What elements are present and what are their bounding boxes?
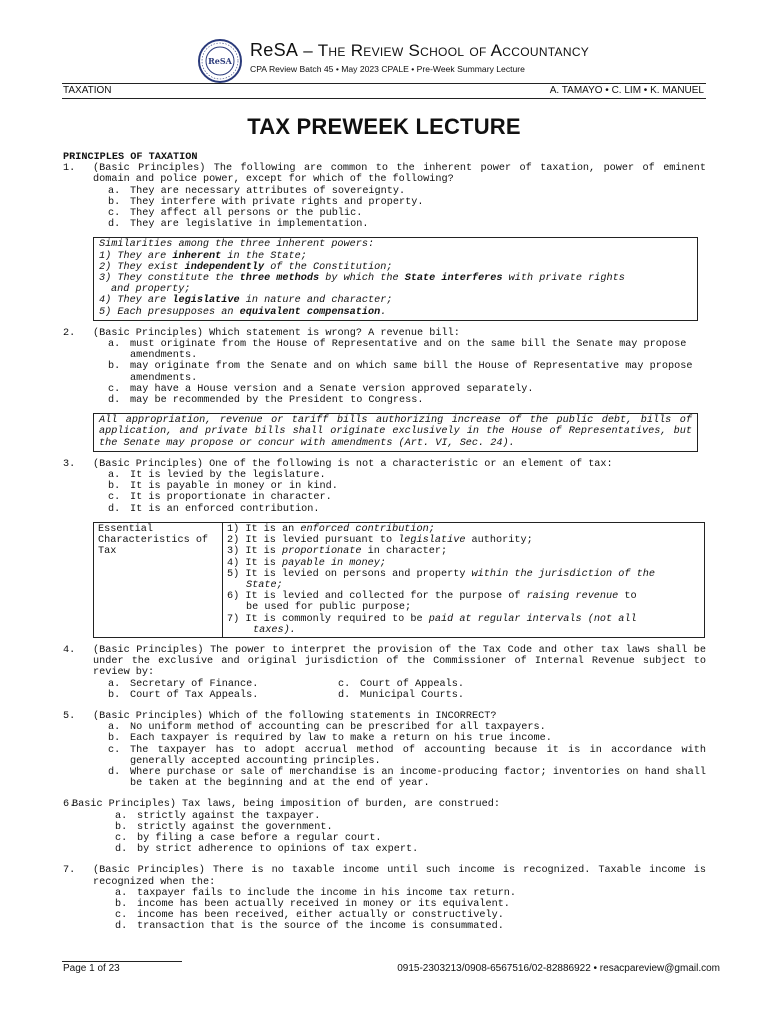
option-b: b. income has been actually received in money or its equivalent.	[115, 898, 510, 910]
option-d	[63, 219, 706, 230]
option-text: may be recommended by the President to Congress.	[130, 395, 424, 407]
table-row: 6) It is levied and collected for the purpose of raising revenue to	[227, 591, 637, 603]
table-row: State;	[246, 579, 283, 591]
option-letter: a.	[108, 185, 121, 197]
option-c	[63, 208, 706, 219]
note-box-revenue-bills	[93, 413, 698, 452]
option-text: They are necessary attributes of sovereignty.	[130, 185, 406, 197]
option-letter: b.	[108, 196, 121, 208]
table-row: taxes).	[253, 624, 296, 636]
authors-label: A. TAMAYO • C. LIM • K. MANUEL	[549, 85, 704, 96]
header-rule-top	[62, 83, 706, 84]
option-letter: c.	[108, 208, 121, 220]
option-a: a. No uniform method of accounting can be prescribed for all taxpayers.	[108, 722, 546, 734]
question-text: (Basic Principles) The power to interpret the provision of the Tax Code and other tax laws shall be under the exclusive and original jurisdiction of the Commissioner of Internal Revenue subject to review by:	[93, 644, 706, 679]
option-text: It is proportionate in character.	[130, 492, 332, 504]
page-number: Page 1 of 23	[63, 963, 120, 974]
option-text: They interfere with private rights and property.	[130, 196, 424, 208]
table-row: 2) It is levied pursuant to legislative authority;	[227, 535, 533, 547]
question-6	[63, 799, 706, 810]
question-7	[63, 865, 706, 887]
option-b: b. strictly against the government.	[115, 821, 333, 833]
note-line: 2) They exist independently of the Constitution;	[99, 261, 393, 273]
question-4	[63, 645, 706, 679]
question-5	[63, 711, 706, 722]
question-2	[63, 328, 706, 339]
resa-logo	[197, 38, 243, 84]
option-a	[63, 186, 706, 197]
option-a	[63, 339, 706, 361]
question-text: (Basic Principles) The following are common to the inherent power of taxation, power of eminent domain and police power, except for which of the following?	[93, 163, 706, 186]
header-rule-bottom	[62, 98, 706, 99]
contact-info: 0915-2303213/0908-6567516/02-82886922 • resacpareview@gmail.com	[397, 963, 720, 974]
note-line: 4) They are legislative in nature and character;	[99, 295, 393, 307]
option-letter: d.	[108, 219, 121, 231]
table-row: be used for public purpose;	[246, 602, 412, 614]
characteristics-table	[93, 522, 705, 638]
question-text: (Basic Principles) Which statement is wrong? A revenue bill:	[93, 327, 460, 339]
option-a: a. taxpayer fails to include the income in his income tax return.	[115, 887, 517, 899]
option-b: b. Court of Tax Appeals.	[108, 689, 259, 701]
question-number: 4.	[63, 644, 76, 656]
question-text: (Basic Principles) One of the following is not a characteristic or an element of tax:	[93, 458, 613, 470]
options-row-1	[63, 679, 706, 690]
footer-rule	[62, 961, 182, 962]
table-row: 3) It is proportionate in character;	[227, 546, 448, 558]
option-letter: c.	[108, 492, 121, 504]
option-letter: b.	[108, 481, 121, 493]
option-d: d. transaction that is the source of the income is consummated.	[115, 921, 504, 933]
option-letter: d.	[108, 503, 121, 515]
note-line: 3) They constitute the three methods by which the State interferes with private rights	[99, 273, 625, 285]
option-text: They are legislative in implementation.	[130, 219, 369, 231]
note-heading: Similarities among the three inherent powers:	[99, 239, 375, 251]
question-text: Basic Principles) Tax laws, being imposition of burden, are construed:	[72, 799, 500, 811]
question-3	[63, 459, 706, 470]
note-line: 5) Each presupposes an equivalent compensation.	[99, 306, 387, 318]
question-number: 5.	[63, 710, 76, 722]
option-d: d. Where purchase or sale of merchandise is an income-producing factor; inventories on hand shall be taken at the beginning and at the end of year.	[108, 766, 706, 790]
option-letter: a.	[108, 339, 121, 351]
option-text: must originate from the House of Representative and on the same bill the Senate may propose amendments.	[130, 339, 687, 362]
table-label: Essential Characteristics of Tax	[94, 523, 223, 637]
option-c	[63, 384, 706, 395]
question-number: 2.	[63, 327, 76, 339]
question-number: 3.	[63, 458, 76, 470]
option-a: a. Secretary of Finance.	[108, 678, 259, 690]
section-heading: PRINCIPLES OF TAXATION	[63, 152, 198, 163]
question-number: 1.	[63, 163, 76, 175]
note-text: All appropriation, revenue or tariff bills authorizing increase of the public debt, bills of application, and private bills shall originate exclusively in the House of Representatives, but the Senate may propose or concur with amendments (Art. VI, Sec. 24).	[99, 415, 692, 449]
option-a: a. strictly against the taxpayer.	[115, 810, 321, 822]
option-b	[63, 197, 706, 208]
table-row: 5) It is levied on persons and property within the jurisdiction of the	[227, 568, 655, 580]
option-c	[63, 492, 706, 503]
option-text: It is payable in money or in kind.	[130, 481, 338, 493]
option-text: may have a House version and a Senate version approved separately.	[130, 383, 534, 395]
org-tagline: – The Review School of Accountancy	[303, 41, 590, 60]
note-line: 1) They are inherent in the State;	[99, 250, 307, 262]
option-c: c. The taxpayer has to adopt accrual method of accounting because it is in accordance with generally accepted accounting principles.	[108, 744, 706, 767]
org-name: ReSA	[250, 40, 299, 60]
option-a	[63, 470, 706, 481]
option-letter: b.	[108, 361, 121, 373]
option-c: c. by filing a case before a regular court.	[115, 832, 382, 844]
table-row: 7) It is commonly required to be paid at regular intervals (not all	[227, 613, 637, 625]
note-box-inherent-powers	[93, 237, 698, 320]
header-subtitle: CPA Review Batch 45 • May 2023 CPALE • Pre-Week Summary Lecture	[250, 64, 525, 74]
question-number: 6.	[63, 799, 76, 811]
question-number: 7.	[63, 865, 76, 877]
document-title: TAX PREWEEK LECTURE	[247, 114, 521, 139]
option-letter: c.	[108, 383, 121, 395]
option-c: c. income has been received, either actually or constructively.	[115, 910, 504, 922]
note-line: and property;	[111, 284, 191, 296]
option-b	[63, 481, 706, 492]
option-c: c. Court of Appeals.	[338, 678, 464, 690]
option-text: It is an enforced contribution.	[130, 503, 320, 515]
option-b	[63, 361, 706, 383]
option-text: may originate from the Senate and on which same bill the House of Representative may propose amendments.	[130, 361, 693, 384]
question-text: (Basic Principles) Which of the following statements in INCORRECT?	[93, 710, 497, 722]
option-d: d. by strict adherence to opinions of tax expert.	[115, 844, 419, 856]
option-b: b. Each taxpayer is required by law to make a return on his true income.	[108, 733, 552, 745]
option-text: It is levied by the legislature.	[130, 470, 326, 482]
option-d	[63, 395, 706, 406]
lecture-content	[63, 152, 706, 933]
option-d	[63, 504, 706, 515]
option-d: d. Municipal Courts.	[338, 689, 464, 701]
option-text: They affect all persons or the public.	[130, 208, 363, 220]
options-row-2	[63, 690, 706, 701]
option-letter: d.	[108, 395, 121, 407]
question-text: (Basic Principles) There is no taxable income until such income is recognized. Taxable income is recognized when the:	[93, 865, 706, 888]
table-list	[223, 523, 704, 637]
table-row: 4) It is payable in money;	[227, 557, 386, 569]
org-title	[250, 40, 589, 61]
svg-text:ReSA: ReSA	[208, 56, 232, 66]
option-letter: a.	[108, 470, 121, 482]
subject-label: TAXATION	[63, 85, 112, 96]
question-1	[63, 163, 706, 185]
table-row: 1) It is an enforced contribution;	[227, 523, 435, 535]
